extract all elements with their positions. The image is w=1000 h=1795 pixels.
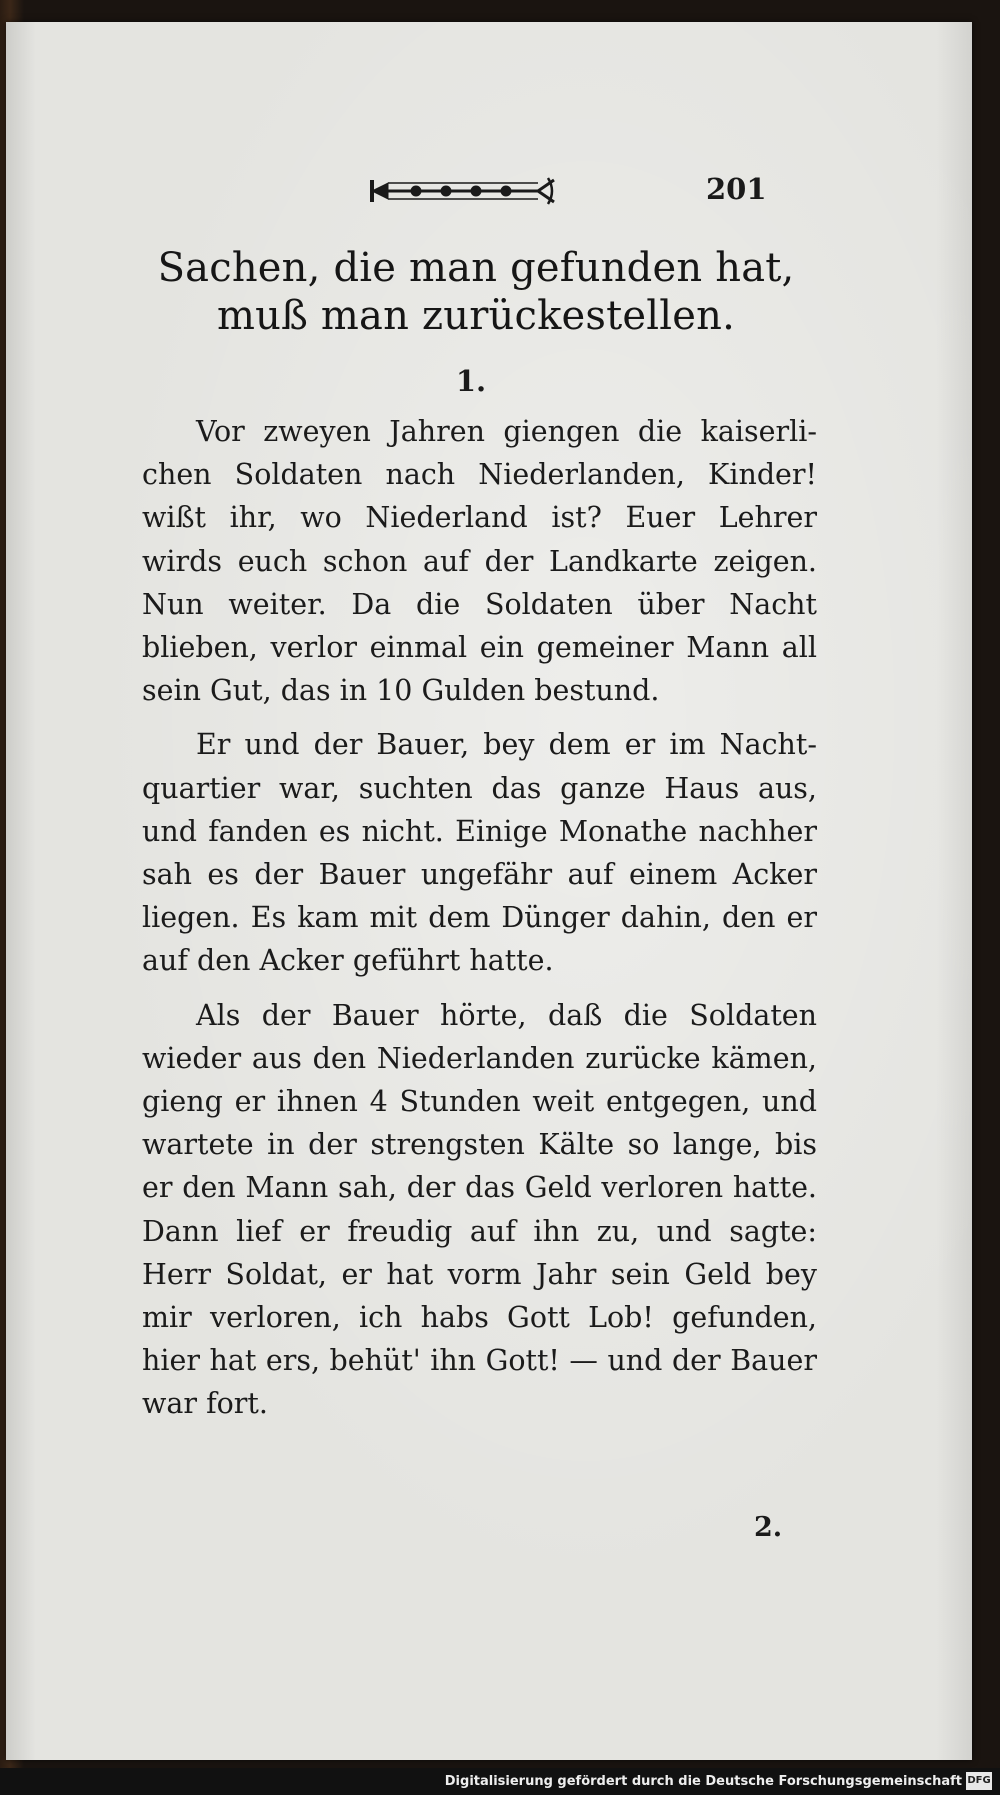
funding-credit: Digitalisierung gefördert durch die Deutsche Forschungsgemeinschaft [444, 1774, 962, 1789]
body-text [142, 410, 817, 1437]
chapter-title: Sachen, die man gefunden hat, muß man zurückestellen. [157, 245, 795, 339]
digitization-footer [0, 1768, 1000, 1795]
page-number: 201 [706, 172, 767, 206]
printers-ornament-icon [368, 174, 558, 208]
paragraph-3: Als der Bauer hörte, daß die Soldaten wieder aus den Niederlanden zurücke kämen, gieng er ihnen 4 Stunden weit entgegen, und wartete in der strengsten Kälte so lange, bis er den Mann sah, der das Geld verloren hatte. Dann lief er freudig auf ihn zu, und sagte: Herr Soldat, er hat vorm Jahr sein Geld bey mir verloren, ich habs Gott Lob! gefunden, hier hat ers, behüt' ihn Gott! — und der Bauer war fort. [142, 998, 817, 1421]
running-head [6, 172, 972, 212]
catchword: 2. [754, 1512, 783, 1543]
book-page [6, 22, 972, 1760]
section-number: 1. [455, 364, 487, 398]
dfg-logo-icon: DFG [966, 1772, 992, 1790]
paragraph-1: Vor zweyen Jahren giengen die kaiserlichen Soldaten nach Niederlanden, Kinder! wißt ihr, wo Niederland ist? Euer Lehrer wirds euch schon auf der Landkarte zeigen. Nun weiter. Da die Soldaten über Nacht blieben, verlor einmal ein gemeiner Mann all sein Gut, das in 10 Gulden bestund. [142, 415, 817, 708]
paragraph-2: Er und der Bauer, bey dem er im Nachtquartier war, suchten das ganze Haus aus, und fanden es nicht. Einige Monathe nachher sah es der Bauer ungefähr auf einem Acker liegen. Es kam mit dem Dünger dahin, den er auf den Acker geführt hatte. [142, 728, 817, 978]
